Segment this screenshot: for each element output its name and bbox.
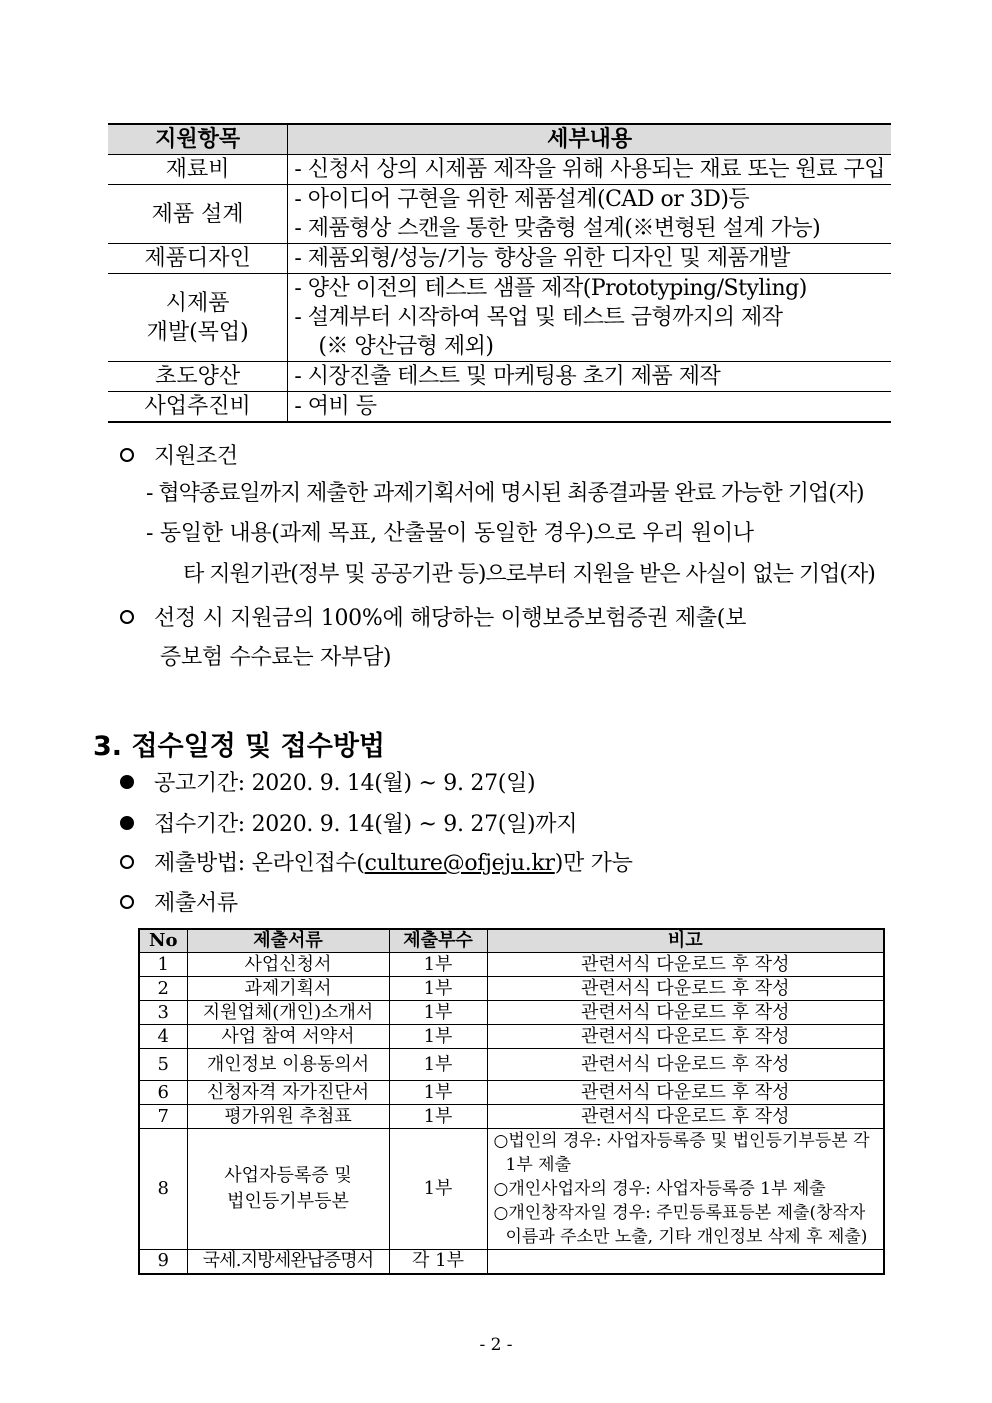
section-title: 3. 접수일정 및 접수방법 bbox=[93, 731, 385, 762]
detail-cell: - 여비 등 bbox=[288, 392, 891, 423]
receipt-period bbox=[120, 807, 577, 838]
row-note bbox=[487, 1250, 884, 1274]
header-note: 비고 bbox=[487, 929, 884, 953]
note-line: ○개인사업자의 경우: 사업자등록증 1부 제출 bbox=[493, 1179, 826, 1199]
detail-line: (※ 양산금형 제외) bbox=[318, 334, 494, 359]
row-doc: 개인정보 이용동의서 bbox=[187, 1049, 389, 1081]
row-no: 3 bbox=[139, 1001, 187, 1025]
table-row bbox=[139, 977, 884, 1001]
hollow-circle-icon bbox=[120, 855, 134, 869]
header-doc: 제출서류 bbox=[187, 929, 389, 953]
condition-line: - 협약종료일까지 제출한 과제기획서에 명시된 최종결과물 완료 가능한 기업(자) bbox=[146, 481, 864, 506]
detail-cell bbox=[288, 274, 891, 362]
detail-line: - 양산 이전의 테스트 샘플 제작(Prototyping/Styling) bbox=[294, 276, 807, 301]
support-items-table bbox=[108, 123, 891, 423]
row-no: 4 bbox=[139, 1025, 187, 1049]
detail-cell: - 제품외형/성능/기능 향상을 위한 디자인 및 제품개발 bbox=[288, 244, 891, 274]
row-note: 관련서식 다운로드 후 작성 bbox=[487, 1105, 884, 1129]
row-note: 관련서식 다운로드 후 작성 bbox=[487, 977, 884, 1001]
table-row bbox=[108, 392, 891, 423]
notice-period-text: 공고기간: 2020. 9. 14(월) ~ 9. 27(일) bbox=[154, 771, 536, 796]
table-row bbox=[108, 185, 891, 244]
row-no: 5 bbox=[139, 1049, 187, 1081]
header-item: 지원항목 bbox=[108, 124, 288, 155]
table-row bbox=[108, 155, 891, 185]
filled-circle-icon bbox=[120, 816, 134, 830]
table-row bbox=[139, 953, 884, 977]
row-note bbox=[487, 1129, 884, 1250]
notice-period bbox=[120, 766, 535, 797]
row-count: 1부 bbox=[389, 1025, 487, 1049]
row-no: 6 bbox=[139, 1081, 187, 1105]
row-no: 9 bbox=[139, 1250, 187, 1274]
row-doc: 평가위원 추첨표 bbox=[187, 1105, 389, 1129]
row-no: 8 bbox=[139, 1129, 187, 1250]
row-count: 1부 bbox=[389, 1129, 487, 1250]
row-note: 관련서식 다운로드 후 작성 bbox=[487, 953, 884, 977]
row-no: 2 bbox=[139, 977, 187, 1001]
row-no: 1 bbox=[139, 953, 187, 977]
hollow-circle-icon bbox=[120, 895, 134, 909]
row-note: 관련서식 다운로드 후 작성 bbox=[487, 1081, 884, 1105]
conditions-title: 지원조건 bbox=[154, 444, 238, 469]
row-no: 7 bbox=[139, 1105, 187, 1129]
table-row bbox=[139, 1025, 884, 1049]
detail-cell bbox=[288, 185, 891, 244]
method-prefix: 제출방법: 온라인접수( bbox=[154, 851, 365, 876]
row-count: 1부 bbox=[389, 1001, 487, 1025]
table-row bbox=[139, 1105, 884, 1129]
table-row bbox=[139, 1081, 884, 1105]
row-note: 관련서식 다운로드 후 작성 bbox=[487, 1001, 884, 1025]
row-doc: 과제기획서 bbox=[187, 977, 389, 1001]
documents-table bbox=[138, 928, 885, 1275]
doc-line: 사업자등록증 및 bbox=[224, 1165, 352, 1186]
row-note: 관련서식 다운로드 후 작성 bbox=[487, 1049, 884, 1081]
hollow-circle-icon bbox=[120, 610, 134, 624]
row-count: 1부 bbox=[389, 953, 487, 977]
documents-body bbox=[139, 953, 884, 1274]
table-row bbox=[108, 274, 891, 362]
row-doc bbox=[187, 1129, 389, 1250]
table-row bbox=[139, 1001, 884, 1025]
item-cell: 초도양산 bbox=[108, 362, 288, 392]
row-count: 1부 bbox=[389, 1049, 487, 1081]
table-row bbox=[139, 1129, 884, 1250]
page-number: - 2 - bbox=[479, 1335, 513, 1355]
item-line: 시제품 bbox=[165, 290, 230, 316]
item-cell: 제품 설계 bbox=[108, 185, 288, 244]
detail-line: - 설계부터 시작하여 목업 및 테스트 금형까지의 제작 bbox=[294, 305, 783, 330]
row-doc: 신청자격 자가진단서 bbox=[187, 1081, 389, 1105]
row-count: 1부 bbox=[389, 977, 487, 1001]
note-line: ○개인창작자일 경우: 주민등록표등본 제출(창작자 이름과 주소만 노출, 기타 개인정보 삭제 후 제출) bbox=[493, 1203, 868, 1247]
method-suffix: )만 가능 bbox=[554, 851, 633, 876]
guarantee-line-2: 증보험 수수료는 자부담) bbox=[160, 645, 392, 670]
item-cell: 제품디자인 bbox=[108, 244, 288, 274]
table-row bbox=[139, 1049, 884, 1081]
table-row bbox=[108, 244, 891, 274]
condition-line: 타 지원기관(정부 및 공공기관 등)으로부터 지원을 받은 사실이 없는 기업(자) bbox=[183, 562, 875, 587]
detail-line: - 아이디어 구현을 위한 제품설계(CAD or 3D)등 bbox=[294, 187, 750, 212]
row-count: 각 1부 bbox=[389, 1250, 487, 1274]
row-doc: 사업신청서 bbox=[187, 953, 389, 977]
item-cell: 재료비 bbox=[108, 155, 288, 185]
row-note: 관련서식 다운로드 후 작성 bbox=[487, 1025, 884, 1049]
condition-line: - 동일한 내용(과제 목표, 산출물이 동일한 경우)으로 우리 원이나 bbox=[146, 521, 754, 546]
conditions-heading bbox=[120, 439, 238, 470]
email-link[interactable]: culture@ofjeju.kr bbox=[364, 851, 555, 876]
table-row bbox=[108, 362, 891, 392]
detail-line: - 제품형상 스캔을 통한 맞춤형 설계(※변형된 설계 가능) bbox=[294, 216, 821, 241]
doc-line: 법인등기부등본 bbox=[227, 1191, 349, 1212]
guarantee-text: 선정 시 지원금의 100%에 해당하는 이행보증보험증권 제출(보 bbox=[154, 606, 747, 631]
table-header-row bbox=[139, 929, 884, 953]
item-line: 개발(목업) bbox=[146, 319, 249, 345]
note-line: ○법인의 경우: 사업자등록증 및 법인등기부등본 각 1부 제출 bbox=[493, 1131, 870, 1175]
row-doc: 사업 참여 서약서 bbox=[187, 1025, 389, 1049]
header-detail: 세부내용 bbox=[288, 124, 891, 155]
docs-heading bbox=[120, 886, 238, 917]
submission-method bbox=[120, 846, 633, 877]
table-header-row bbox=[108, 124, 891, 155]
detail-cell: - 신청서 상의 시제품 제작을 위해 사용되는 재료 또는 원료 구입 bbox=[288, 155, 891, 185]
item-cell bbox=[108, 274, 288, 362]
header-count: 제출부수 bbox=[389, 929, 487, 953]
hollow-circle-icon bbox=[120, 448, 134, 462]
table-row bbox=[139, 1250, 884, 1274]
row-doc: 지원업체(개인)소개서 bbox=[187, 1001, 389, 1025]
receipt-period-text: 접수기간: 2020. 9. 14(월) ~ 9. 27(일)까지 bbox=[154, 812, 578, 837]
header-no: No bbox=[139, 929, 187, 953]
row-count: 1부 bbox=[389, 1105, 487, 1129]
row-doc: 국세.지방세완납증명서 bbox=[187, 1250, 389, 1274]
filled-circle-icon bbox=[120, 775, 134, 789]
guarantee-line bbox=[120, 601, 746, 632]
detail-cell: - 시장진출 테스트 및 마케팅용 초기 제품 제작 bbox=[288, 362, 891, 392]
item-cell: 사업추진비 bbox=[108, 392, 288, 423]
row-count: 1부 bbox=[389, 1081, 487, 1105]
docs-title: 제출서류 bbox=[154, 891, 238, 916]
